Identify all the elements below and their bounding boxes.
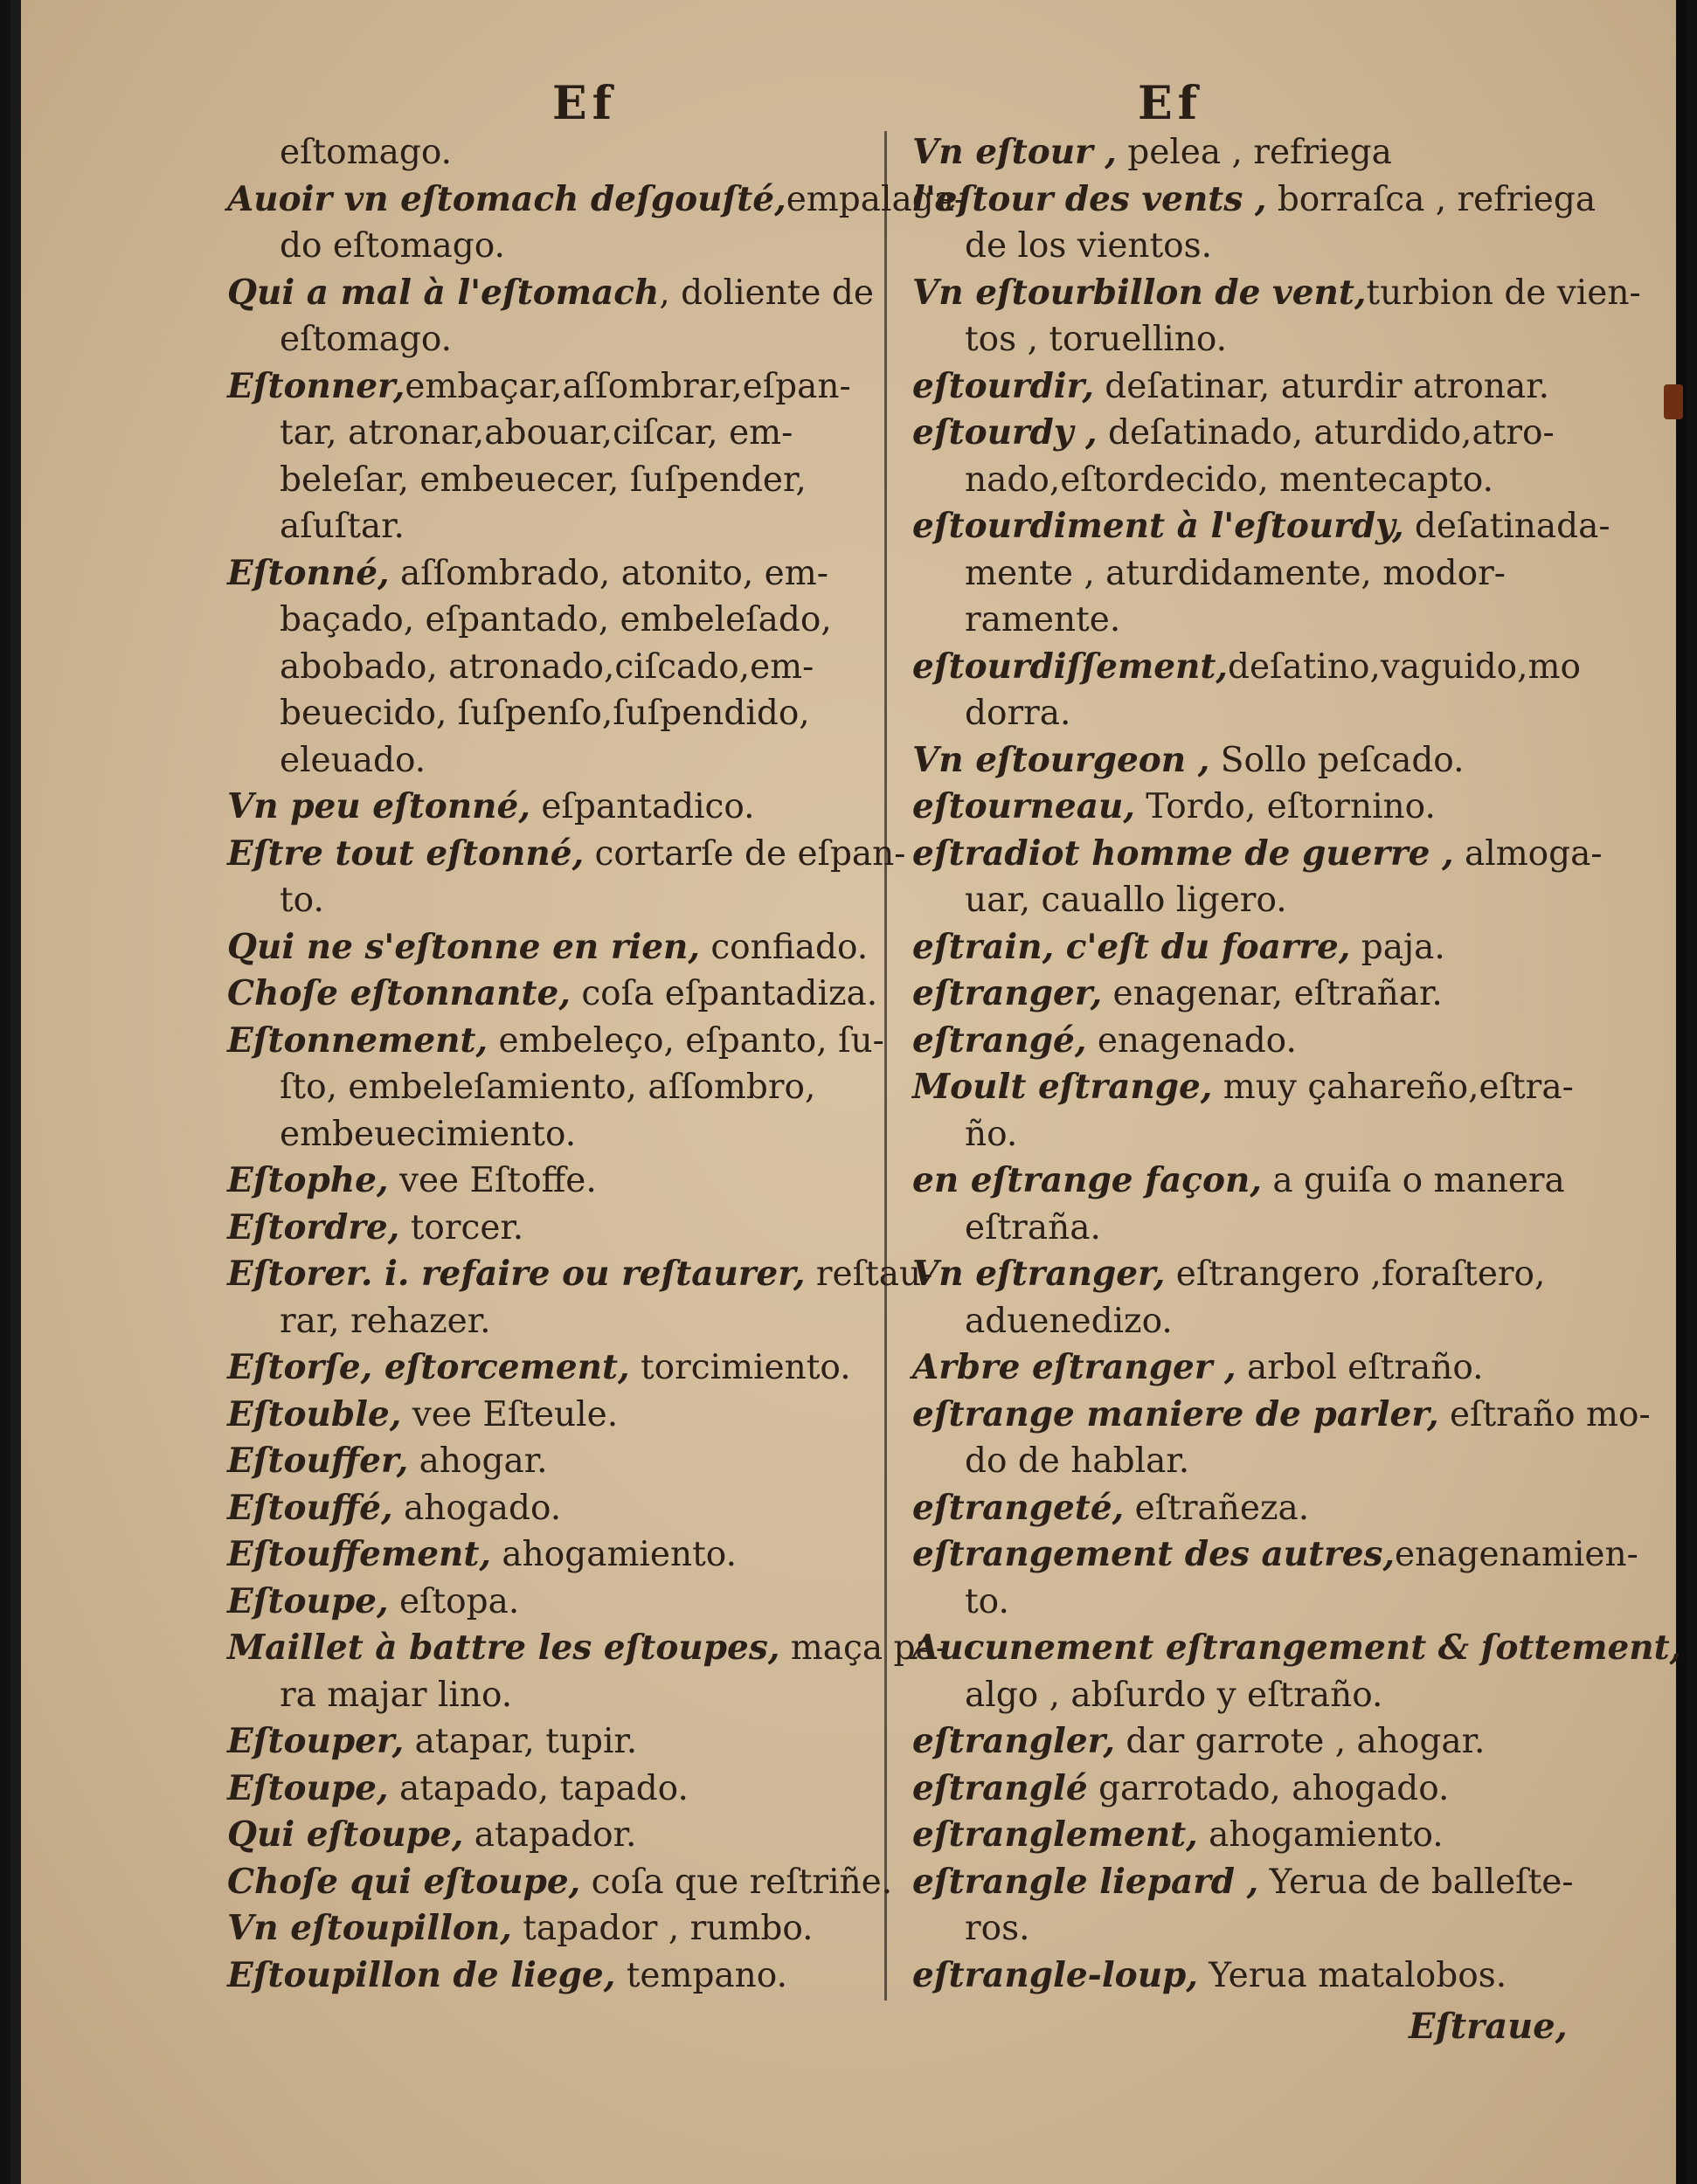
dictionary-line xyxy=(912,223,1585,270)
french-term: eſtranger, xyxy=(912,973,1103,1013)
spanish-gloss: pelea , refriega xyxy=(1116,133,1392,172)
french-term: Eſtoupe, xyxy=(227,1767,389,1808)
dictionary-line xyxy=(227,223,884,270)
french-term: en eſtrange façon, xyxy=(912,1160,1262,1200)
catchword: Eſtraue, xyxy=(1409,2006,1568,2047)
dictionary-line xyxy=(227,971,884,1018)
dictionary-line xyxy=(227,1111,884,1158)
french-term: Eſtre tout eſtonné, xyxy=(227,833,585,874)
dictionary-line xyxy=(912,1625,1682,1672)
spanish-gloss: embeleço, eſpanto, ſu- xyxy=(488,1020,884,1061)
ink-blot xyxy=(1664,384,1683,419)
scan-edge-left xyxy=(10,0,21,2184)
spanish-gloss: torcimiento. xyxy=(629,1348,851,1387)
spanish-gloss: nado,eſtordecido, mentecapto. xyxy=(965,460,1493,500)
dictionary-line xyxy=(227,1392,884,1439)
right-column xyxy=(912,129,1682,1999)
spanish-gloss: enagenar, eſtrañar. xyxy=(1102,974,1443,1013)
dictionary-line xyxy=(227,831,906,878)
dictionary-line xyxy=(227,1438,884,1485)
spanish-gloss: ſto, embeleſamiento, aſſombro, xyxy=(280,1068,816,1107)
dictionary-line xyxy=(227,550,884,598)
spanish-gloss: coſa eſpantadiza. xyxy=(570,974,878,1013)
spanish-gloss: atapar, tupir. xyxy=(404,1722,638,1761)
spanish-gloss: tapador , rumbo. xyxy=(511,1909,814,1948)
spanish-gloss: aduenedizo. xyxy=(965,1301,1173,1341)
dictionary-line xyxy=(912,1018,1585,1065)
french-term: Vn eſtranger, xyxy=(912,1254,1166,1294)
dictionary-line xyxy=(912,1718,1585,1766)
spanish-gloss: Sollo peſcado. xyxy=(1209,740,1465,780)
dictionary-line xyxy=(912,363,1585,411)
french-term: Eſtordre, xyxy=(227,1206,400,1248)
dictionary-line xyxy=(912,316,1585,363)
dictionary-line xyxy=(227,1952,884,2000)
dictionary-line xyxy=(227,1064,884,1111)
spanish-gloss: eſtraño mo- xyxy=(1438,1394,1651,1434)
dictionary-line xyxy=(227,644,884,691)
dictionary-line xyxy=(912,1205,1585,1252)
spanish-gloss: eſtrangero ,foraſtero, xyxy=(1165,1254,1546,1294)
dictionary-line xyxy=(912,644,1585,691)
french-term: eſtourneau, xyxy=(912,786,1135,826)
spanish-gloss: maça pa- xyxy=(779,1628,947,1668)
spanish-gloss: Tordo, eſtornino. xyxy=(1134,787,1436,826)
french-term: eſtranglement, xyxy=(912,1814,1198,1855)
spanish-gloss: deſatinar, aturdir atronar. xyxy=(1093,366,1550,406)
french-term: Choſe qui eſtoupe, xyxy=(227,1861,581,1902)
spanish-gloss: to. xyxy=(280,881,324,920)
spanish-gloss: dar garrote , ahogar. xyxy=(1114,1722,1486,1761)
french-term: Eſtonnement, xyxy=(227,1019,488,1061)
spanish-gloss: ahogamiento. xyxy=(490,1535,737,1574)
french-term: Auoir vn eſtomach deſgouſté, xyxy=(227,178,786,219)
spanish-gloss: eſtraña. xyxy=(965,1207,1101,1248)
dictionary-line xyxy=(227,503,884,550)
spanish-gloss: tempano. xyxy=(615,1955,787,1995)
french-term: eſtranglé xyxy=(912,1767,1088,1808)
dictionary-line xyxy=(227,1205,884,1252)
dictionary-line xyxy=(227,597,884,644)
dictionary-line xyxy=(912,877,1585,924)
spanish-gloss: cortarſe de eſpan- xyxy=(584,833,906,874)
spanish-gloss: muy çahareño,eſtra- xyxy=(1212,1068,1574,1107)
spanish-gloss: deſatinado, aturdido,atro- xyxy=(1097,413,1555,453)
spanish-gloss: a guiſa o manera xyxy=(1261,1161,1565,1200)
dictionary-line xyxy=(227,1625,947,1672)
french-term: Maillet à battre les eſtoupes, xyxy=(227,1628,780,1668)
french-term: Eſtorſe, eſtorcement, xyxy=(227,1347,630,1387)
dictionary-line xyxy=(912,1766,1585,1813)
french-term: Moult eſtrange, xyxy=(912,1067,1213,1107)
dictionary-line xyxy=(912,690,1585,737)
dictionary-line xyxy=(912,1064,1585,1111)
spanish-gloss: tos , toruellino. xyxy=(965,320,1228,359)
scan-edge-right xyxy=(1676,0,1687,2184)
spanish-gloss: Yerua matalobos. xyxy=(1197,1955,1507,1995)
french-term: Vn eſtourbillon de vent, xyxy=(912,272,1367,313)
french-term: eſtrange maniere de parler, xyxy=(912,1393,1439,1434)
dictionary-line xyxy=(912,503,1610,550)
french-term: Eſtophe, xyxy=(227,1160,389,1200)
spanish-gloss: eſtomago. xyxy=(280,320,453,359)
spanish-gloss: ramente. xyxy=(965,600,1121,639)
dictionary-line xyxy=(912,831,1603,878)
dictionary-line xyxy=(227,176,966,224)
dictionary-line xyxy=(227,877,884,924)
dictionary-line xyxy=(227,363,884,411)
dictionary-line xyxy=(912,129,1585,176)
dictionary-line xyxy=(912,410,1585,457)
french-term: Eſtorer. i. refaire ou reſtaurer, xyxy=(227,1254,806,1294)
spanish-gloss: atapador. xyxy=(463,1815,637,1855)
spanish-gloss: tar, atronar,abouar,ciſcar, em- xyxy=(280,413,793,453)
spanish-gloss: embeuecimiento. xyxy=(280,1114,577,1154)
dictionary-line xyxy=(227,1018,884,1065)
spanish-gloss: eleuado. xyxy=(280,740,426,780)
french-term: Aucunement eſtrangement & ſottement, xyxy=(912,1628,1682,1668)
dictionary-line xyxy=(912,1859,1585,1906)
dictionary-line xyxy=(227,1905,884,1952)
spanish-gloss: deſatinada- xyxy=(1403,507,1610,546)
french-term: Vn eſtourgeon , xyxy=(912,739,1210,780)
dictionary-line xyxy=(227,1718,884,1766)
spanish-gloss: , doliente de xyxy=(659,273,874,313)
dictionary-line xyxy=(912,784,1585,831)
spanish-gloss: to. xyxy=(965,1581,1009,1621)
dictionary-line xyxy=(912,1905,1585,1952)
spanish-gloss: coſa que reſtriñe. xyxy=(580,1862,893,1902)
spanish-gloss: atapado, tapado. xyxy=(388,1768,689,1808)
dictionary-line xyxy=(912,270,1641,317)
spanish-gloss: mente , aturdidamente, modor- xyxy=(965,553,1506,593)
dictionary-line xyxy=(912,1952,1585,2000)
french-term: eſtrangle-loup, xyxy=(912,1954,1198,1995)
french-term: eſtourdiment à l'eſtourdy, xyxy=(912,506,1404,546)
dictionary-line xyxy=(912,1485,1585,1532)
left-column xyxy=(227,129,966,1999)
spanish-gloss: vee Eſteule. xyxy=(401,1394,619,1434)
spanish-gloss: confiado. xyxy=(699,927,869,967)
dictionary-line xyxy=(912,1438,1585,1485)
dictionary-line xyxy=(227,737,884,784)
dictionary-line xyxy=(227,1251,933,1298)
dictionary-line xyxy=(912,1812,1585,1859)
dictionary-line xyxy=(227,1531,884,1579)
spanish-gloss: do eſtomago. xyxy=(280,226,505,266)
french-term: eſtourdir, xyxy=(912,365,1094,406)
spanish-gloss: ahogamiento. xyxy=(1197,1815,1444,1855)
french-term: Vn peu eſtonné, xyxy=(227,786,530,826)
spanish-gloss: de los vientos. xyxy=(965,226,1213,266)
spanish-gloss: enagenado. xyxy=(1086,1020,1297,1061)
french-term: eſtourdiſſement, xyxy=(912,646,1228,687)
dictionary-page xyxy=(10,0,1687,2184)
spanish-gloss: vee Eſtoffe. xyxy=(388,1161,597,1200)
spanish-gloss: do de hablar. xyxy=(965,1441,1190,1481)
dictionary-line xyxy=(227,270,884,317)
french-term: Eſtoupe, xyxy=(227,1580,389,1621)
dictionary-line xyxy=(227,1766,884,1813)
dictionary-line xyxy=(912,971,1585,1018)
french-term: Eſtouble, xyxy=(227,1393,402,1434)
french-term: Vn eſtour , xyxy=(912,132,1117,172)
french-term: eſtrain, c'eſt du foarre, xyxy=(912,926,1351,967)
spanish-gloss: garrotado, ahogado. xyxy=(1087,1768,1450,1808)
french-term: eſtrangement des autres, xyxy=(912,1534,1396,1574)
dictionary-line xyxy=(912,924,1585,971)
spanish-gloss: ahogado. xyxy=(392,1488,562,1528)
dictionary-line xyxy=(227,1859,893,1906)
spanish-gloss: borraſca , refriega xyxy=(1266,179,1597,219)
running-head-left: Ef xyxy=(552,77,618,130)
french-term: Qui eſtoupe, xyxy=(227,1814,464,1855)
french-term: eſtrangé, xyxy=(912,1019,1087,1061)
spanish-gloss: eſpantadico. xyxy=(530,787,755,826)
french-term: eſtradiot homme de guerre , xyxy=(912,833,1454,874)
dictionary-line xyxy=(227,457,884,504)
french-term: Qui a mal à l'eſtomach xyxy=(227,272,660,313)
dictionary-line xyxy=(227,784,884,831)
spanish-gloss: algo , abſurdo y eſtraño. xyxy=(965,1675,1383,1715)
dictionary-line xyxy=(912,597,1585,644)
spanish-gloss: almoga- xyxy=(1453,833,1603,874)
spanish-gloss: deſatino,vaguido,mo xyxy=(1228,646,1582,687)
spanish-gloss: empalaga- xyxy=(786,179,966,219)
french-term: Eſtonné, xyxy=(227,552,390,593)
dictionary-line xyxy=(912,1298,1585,1345)
dictionary-line xyxy=(912,1158,1585,1205)
french-term: Eſtouffement, xyxy=(227,1534,491,1574)
french-term: Choſe eſtonnante, xyxy=(227,973,571,1013)
spanish-gloss: eſtrañeza. xyxy=(1124,1488,1310,1528)
french-term: eſtrangeté, xyxy=(912,1487,1125,1528)
french-term: Vn eſtoupillon, xyxy=(227,1908,512,1948)
spanish-gloss: eſtomago. xyxy=(280,133,453,172)
dictionary-line xyxy=(227,410,884,457)
dictionary-line xyxy=(912,737,1585,784)
spanish-gloss: enagenamien- xyxy=(1395,1535,1638,1574)
spanish-gloss: turbion de vien- xyxy=(1366,273,1641,313)
spanish-gloss: arbol eſtraño. xyxy=(1236,1348,1484,1387)
spanish-gloss: ahogar. xyxy=(408,1441,548,1481)
dictionary-line xyxy=(912,550,1585,598)
dictionary-line xyxy=(912,457,1585,504)
french-term: eſtourdy , xyxy=(912,412,1098,453)
french-term: Arbre eſtranger , xyxy=(912,1347,1236,1387)
french-term: Qui ne s'eſtonne en rien, xyxy=(227,926,700,967)
spanish-gloss: aſſombrado, atonito, em- xyxy=(389,553,828,593)
dictionary-line xyxy=(227,924,884,971)
french-term: Eſtouffé, xyxy=(227,1487,393,1528)
spanish-gloss: rar, rehazer. xyxy=(280,1301,491,1341)
running-head-right: Ef xyxy=(1138,77,1203,130)
spanish-gloss: aſuſtar. xyxy=(280,507,405,546)
french-term: eſtrangler, xyxy=(912,1721,1115,1761)
dictionary-line xyxy=(912,1392,1651,1439)
column-divider xyxy=(884,131,887,2001)
spanish-gloss: ros. xyxy=(965,1909,1030,1948)
dictionary-line xyxy=(912,1344,1585,1392)
dictionary-line xyxy=(912,1672,1585,1719)
dictionary-line xyxy=(227,1812,884,1859)
spanish-gloss: baçado, eſpantado, embeleſado, xyxy=(280,600,832,639)
dictionary-line xyxy=(227,1298,884,1345)
french-term: Eſtouffer, xyxy=(227,1441,409,1481)
spanish-gloss: embaçar,aſſombrar,eſpan- xyxy=(405,366,851,406)
dictionary-line xyxy=(227,690,884,737)
spanish-gloss: beleſar, embeuecer, ſuſpender, xyxy=(280,460,807,500)
dictionary-line xyxy=(227,1158,884,1205)
dictionary-line xyxy=(227,1344,884,1392)
spanish-gloss: ño. xyxy=(965,1114,1018,1154)
spanish-gloss: uar, cauallo ligero. xyxy=(965,881,1287,920)
spanish-gloss: torcer. xyxy=(399,1207,524,1248)
spanish-gloss: paja. xyxy=(1350,927,1445,967)
spanish-gloss: Yerua de balleſte- xyxy=(1258,1862,1574,1902)
dictionary-line xyxy=(227,1672,884,1719)
dictionary-line xyxy=(227,1579,884,1626)
dictionary-line xyxy=(912,1251,1585,1298)
french-term: Eſtoupillon de liege, xyxy=(227,1954,616,1995)
spanish-gloss: reſtau- xyxy=(805,1254,933,1294)
dictionary-line xyxy=(227,129,884,176)
dictionary-line xyxy=(912,1579,1585,1626)
spanish-gloss: eſtopa. xyxy=(388,1581,520,1621)
dictionary-line xyxy=(227,316,884,363)
dictionary-line xyxy=(227,1485,884,1532)
spanish-gloss: beuecido, ſuſpenſo,ſuſpendido, xyxy=(280,694,810,733)
spanish-gloss: abobado, atronado,ciſcado,em- xyxy=(280,646,814,687)
french-term: l'eſtour des vents , xyxy=(912,178,1267,219)
french-term: Eſtonner, xyxy=(227,365,405,406)
spanish-gloss: ra majar lino. xyxy=(280,1675,513,1715)
dictionary-line xyxy=(912,176,1597,224)
french-term: eſtrangle liepard , xyxy=(912,1861,1259,1902)
dictionary-line xyxy=(912,1531,1638,1579)
french-term: Eſtouper, xyxy=(227,1721,405,1761)
dictionary-line xyxy=(912,1111,1585,1158)
spanish-gloss: dorra. xyxy=(965,694,1071,733)
